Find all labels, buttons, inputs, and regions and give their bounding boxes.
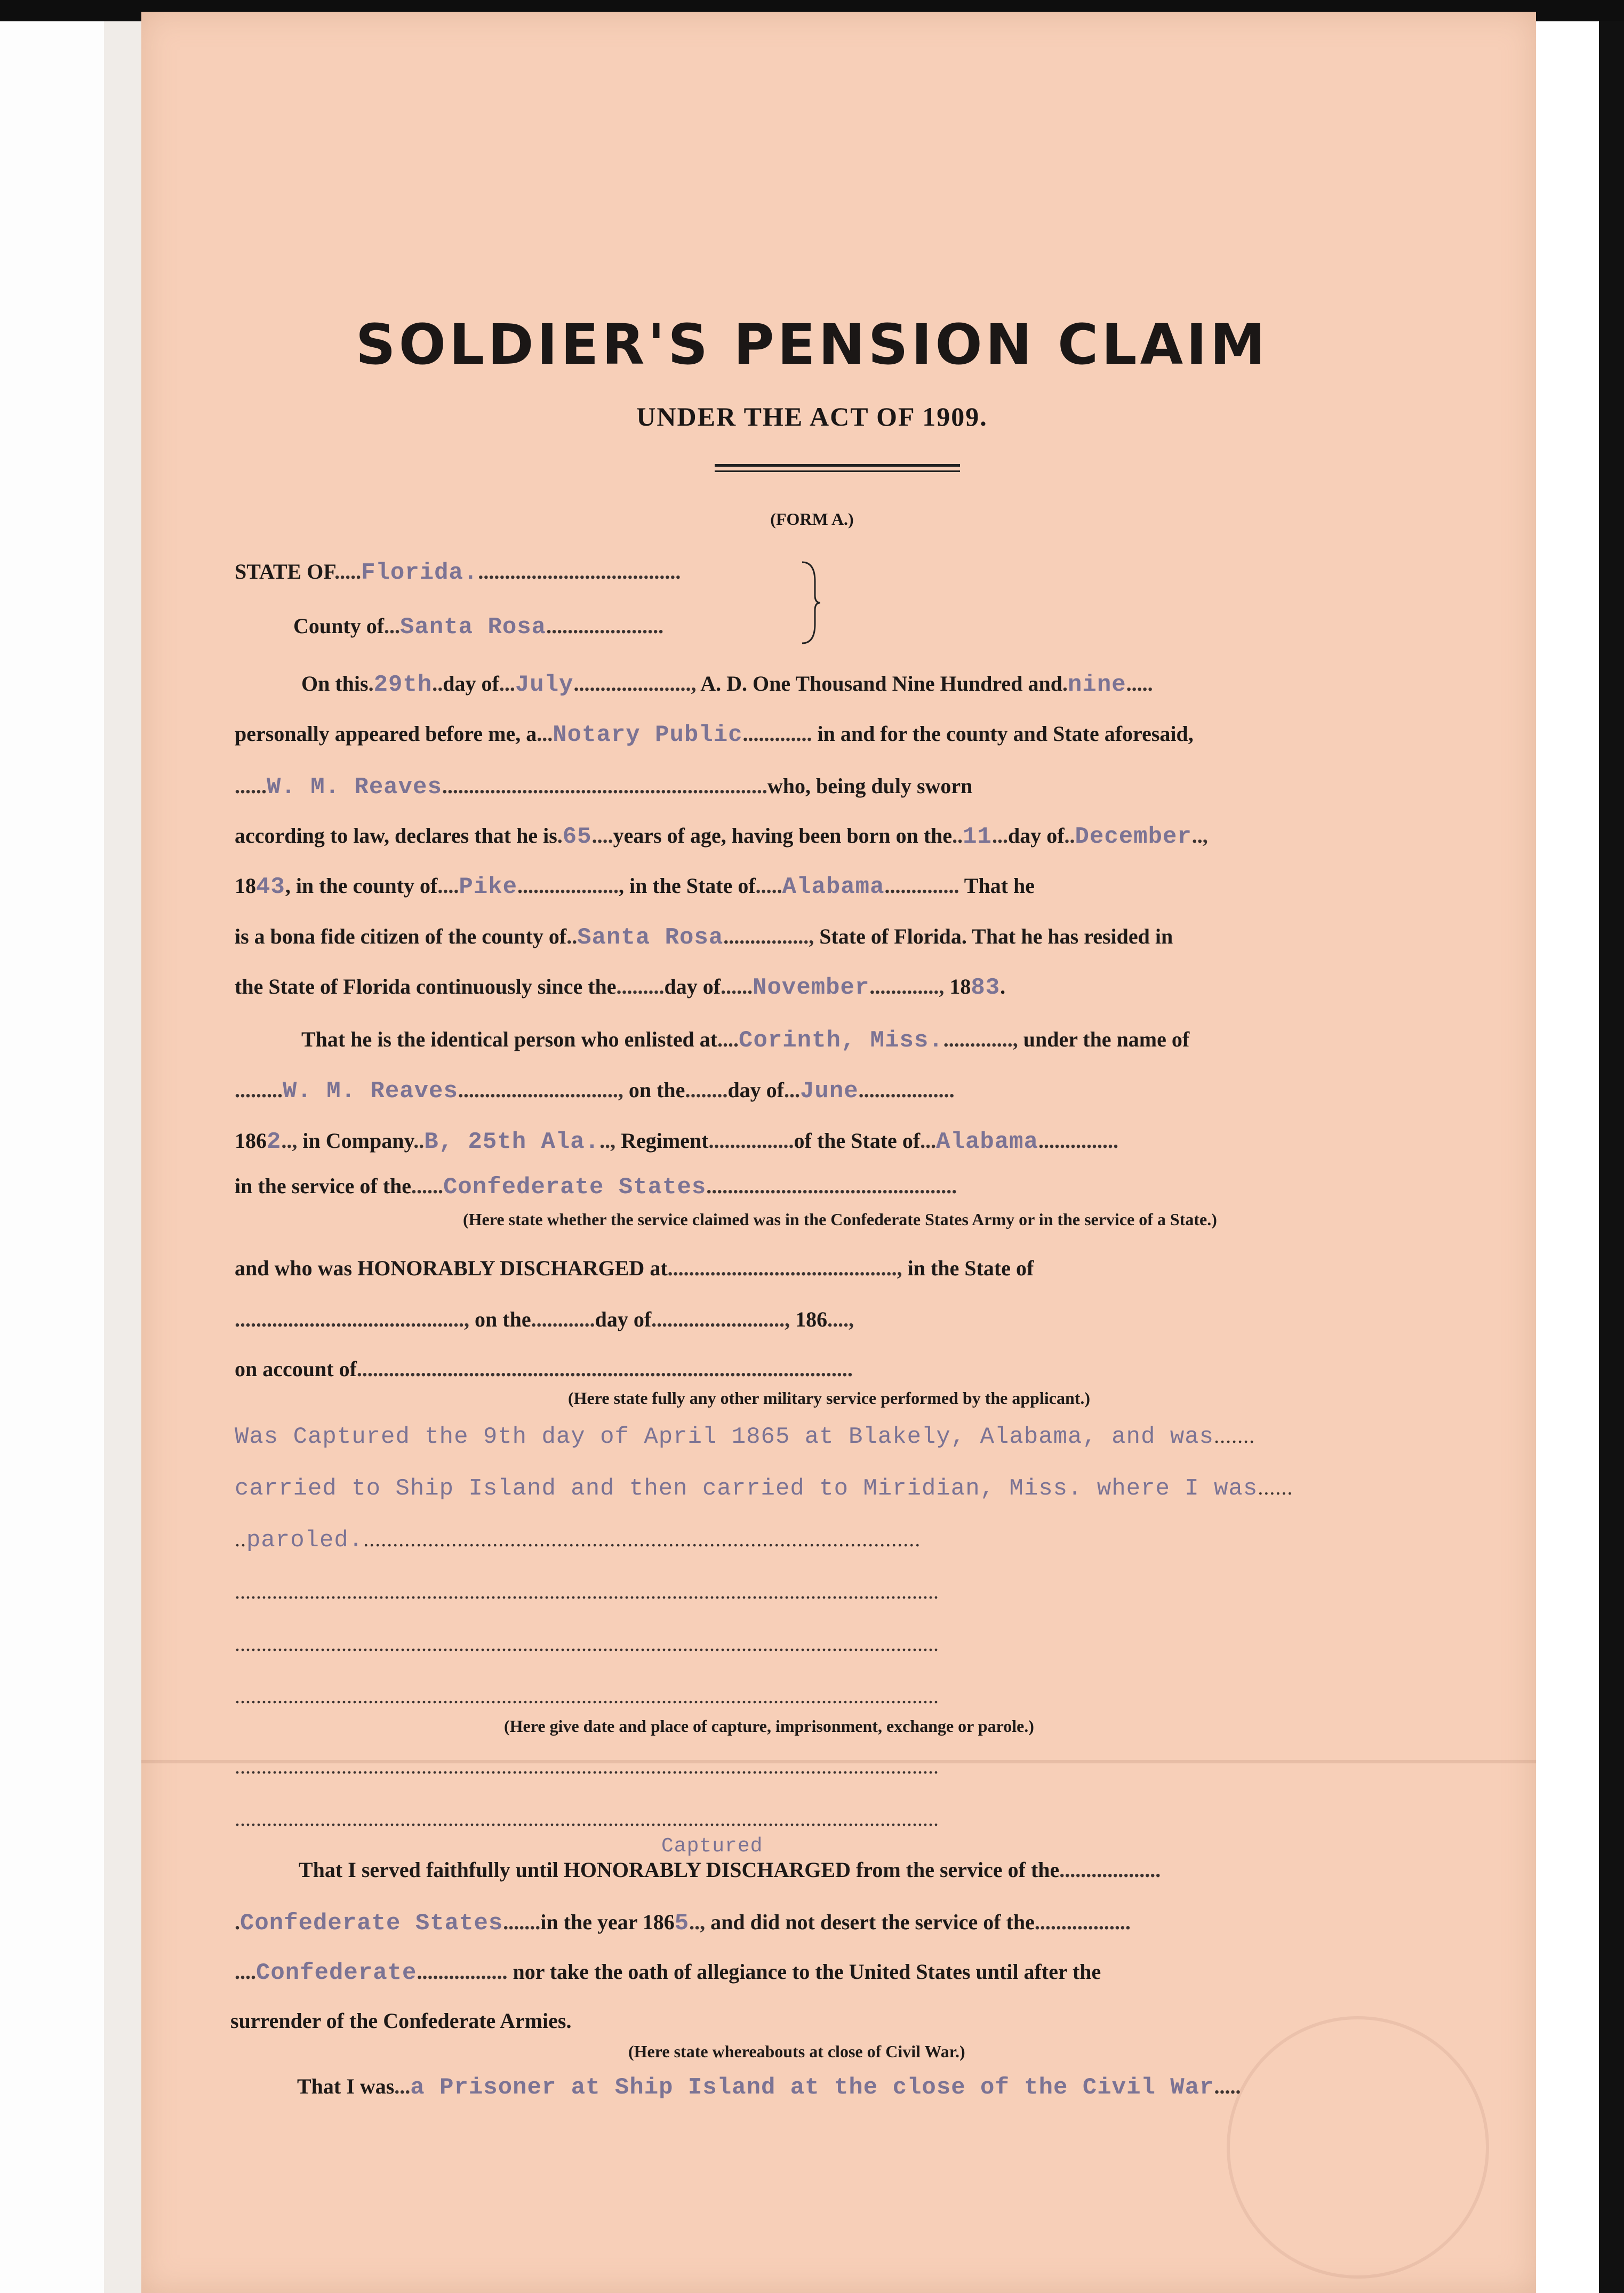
served-year-prefix: 186	[642, 1910, 675, 1934]
capture-line-2-text: carried to Ship Island and then carried to Miridian, Miss. where I was	[235, 1475, 1258, 1502]
on-this-text: On this	[301, 672, 369, 696]
state-row: STATE OF.....Florida.......................................	[235, 560, 681, 586]
capture-line-1: Was Captured the 9th day of April 1865 at Blakely, Alabama, and was.......	[235, 1424, 1255, 1450]
enlist-on-the-text: on the	[628, 1078, 685, 1102]
birth-year-prefix: 18	[235, 874, 256, 898]
served-line: That I served faithfully until HONORABLY DISCHARGED from the service of the...................	[299, 1858, 1161, 1882]
enlist-day-of-text: day of	[727, 1078, 785, 1102]
discharge-year-prefix: 186	[795, 1307, 828, 1331]
resided-month-value: November	[753, 974, 870, 1001]
county-label: County of	[293, 614, 385, 638]
enlistment-line-4: in the service of the......Confederate States...............................................	[235, 1174, 957, 1201]
discharge-line-3: on account of.............................................................................................	[235, 1357, 853, 1381]
resided-day-of-text: day of	[664, 974, 721, 998]
that-he-text: That he	[964, 874, 1035, 898]
day-value: 29th	[373, 672, 433, 698]
duly-sworn-text: who, being duly sworn	[767, 774, 973, 798]
ad-text: A. D. One Thousand Nine Hundred and	[700, 672, 1063, 696]
company-value: B, 25th Ala.	[424, 1129, 600, 1155]
birth-state-value: Alabama	[782, 874, 885, 900]
enlistment-line-3: 1862.., in Company..B, 25th Ala..., Regiment................of the State of...Alabama...............	[235, 1129, 1118, 1155]
identical-text: That he is the identical person who enlisted at	[301, 1027, 718, 1051]
other-service-note: (Here state fully any other military service performed by the applicant.)	[568, 1388, 1091, 1408]
oath-line: ....Confederate................. nor take the oath of allegiance to the United States until after the	[235, 1960, 1101, 1986]
capture-note: (Here give date and place of capture, imprisonment, exchange or parole.)	[504, 1716, 1034, 1736]
service-value: Confederate States	[443, 1174, 707, 1201]
blank-dotted-line-5: ....................................................................................................................................	[235, 1807, 939, 1831]
embossed-seal-icon	[1227, 2016, 1489, 2279]
enlist-year-value: 2	[267, 1129, 282, 1155]
state-of-florida-text: State of Florida. That he has resided in	[819, 924, 1173, 948]
discharge-day-of-text: day of	[595, 1307, 652, 1331]
served-service-value: Confederate States	[240, 1910, 503, 1937]
enlist-state-of-text: of the State of	[794, 1129, 921, 1153]
appeared-text: personally appeared before me, a	[235, 722, 537, 746]
enlistment-line-2: .........W. M. Reaves.............................., on the........day of...June..................	[235, 1078, 955, 1105]
not-desert-text: and did not desert the service of the	[710, 1910, 1035, 1934]
capture-line-2: carried to Ship Island and then carried to Miridian, Miss. where I was......	[235, 1475, 1293, 1502]
intro-line-3: ......W. M. Reaves.............................................................who, being duly sworn	[235, 774, 973, 801]
intro-line-7: the State of Florida continuously since the.........day of......November............., 1883.	[235, 974, 1006, 1001]
enlist-place-value: Corinth, Miss.	[739, 1027, 943, 1054]
on-account-text: on account of	[235, 1357, 357, 1381]
state-label: STATE OF	[235, 560, 335, 584]
document-title: SOLDIER'S PENSION CLAIM	[355, 312, 1269, 377]
capture-line-1-text: Was Captured the 9th day of April 1865 at Blakely, Alabama, and was	[235, 1424, 1214, 1450]
blank-dotted-line-4: ....................................................................................................................................	[235, 1754, 939, 1778]
name-value: W. M. Reaves	[267, 774, 442, 801]
service-note: (Here state whether the service claimed was in the Confederate States Army or in the service of a State.)	[463, 1210, 1217, 1229]
whereabouts-line: That I was...a Prisoner at Ship Island at the close of the Civil War.....	[297, 2074, 1241, 2101]
birth-year-value: 43	[256, 874, 285, 900]
surrender-text: surrender of the Confederate Armies.	[230, 2009, 572, 2033]
according-text: according to law, declares that he is	[235, 824, 557, 848]
honorably-text: and who was HONORABLY DISCHARGED at	[235, 1256, 668, 1280]
blank-dotted-line-1: ....................................................................................................................................	[235, 1579, 939, 1603]
birth-month-value: December	[1075, 824, 1192, 850]
in-county-of-text: , in the county of	[285, 874, 438, 898]
county-value: Santa Rosa	[400, 614, 547, 641]
enlist-year-prefix: 186	[235, 1129, 267, 1153]
year-line: .Confederate States.......in the year 1865.., and did not desert the service of the..................	[235, 1910, 1131, 1937]
served-text: That I served faithfully until HONORABLY DISCHARGED from the service of the	[299, 1858, 1060, 1882]
enlist-name-value: W. M. Reaves	[283, 1078, 458, 1105]
in-year-text: in the year	[540, 1910, 637, 1934]
age-value: 65	[562, 824, 592, 850]
served-year-value: 5	[674, 1910, 690, 1937]
bona-fide-text: is a bona fide citizen of the county of	[235, 924, 567, 948]
in-company-text: in Company	[302, 1129, 414, 1153]
blank-dotted-line-2: ....................................................................................................................................	[235, 1632, 939, 1656]
day-of-text: day of	[443, 672, 499, 696]
captured-overtype: Captured	[661, 1835, 763, 1858]
discharge-line-1: and who was HONORABLY DISCHARGED at..........................................., in the State of	[235, 1256, 1034, 1280]
document-subtitle: UNDER THE ACT OF 1909.	[636, 402, 988, 432]
service-of-text: in the service of the	[235, 1174, 412, 1198]
discharge-line-2: ..........................................., on the............day of........................., 186....,	[235, 1307, 854, 1331]
discharge-on-the-text: on the	[475, 1307, 531, 1331]
intro-line-5: 1843, in the county of....Pike..................., in the State of.....Alabama.............. That he	[235, 874, 1035, 900]
whereabouts-note: (Here state whereabouts at close of Civil War.)	[628, 2042, 965, 2061]
form-label: (FORM A.)	[770, 509, 854, 529]
regiment-text: Regiment	[621, 1129, 709, 1153]
title-rule-bottom	[715, 470, 960, 472]
year-value: nine	[1068, 672, 1126, 698]
officer-value: Notary Public	[553, 722, 743, 748]
discharge-state-of-text: in the State of	[907, 1256, 1034, 1280]
intro-line-4: according to law, declares that he is.65....years of age, having been born on the..11...day of..December..,	[235, 824, 1208, 850]
enlist-state-value: Alabama	[936, 1129, 1038, 1155]
citizen-county-value: Santa Rosa	[577, 924, 724, 951]
birth-day-value: 11	[963, 824, 992, 850]
intro-line-6: is a bona fide citizen of the county of..Santa Rosa................, State of Florida. That he has resided in	[235, 924, 1173, 951]
resided-year-value: 83	[971, 974, 1001, 1001]
desert-value: Confederate	[256, 1960, 417, 1986]
under-name-text: under the name of	[1023, 1027, 1190, 1051]
enlistment-line-1: That he is the identical person who enlisted at....Corinth, Miss.............., under the name of	[301, 1027, 1190, 1054]
birth-county-value: Pike	[459, 874, 518, 900]
state-county-brace-icon	[800, 560, 821, 645]
oath-text: nor take the oath of allegiance to the United States until after the	[513, 1960, 1101, 1984]
blank-dotted-line-3: ....................................................................................................................................	[235, 1684, 939, 1708]
state-value: Florida.	[361, 560, 478, 586]
resided-year-prefix: 18	[949, 974, 971, 998]
enlist-month-value: June	[800, 1078, 859, 1105]
in-and-for-text: in and for the county and State aforesaid,	[817, 722, 1194, 746]
birth-day-of-text: day of	[1007, 824, 1065, 848]
month-value: July	[515, 672, 574, 698]
capture-line-3-text: paroled.	[246, 1527, 364, 1554]
capture-line-3: ..paroled................................................................................................	[235, 1527, 921, 1554]
continuously-text: the State of Florida continuously since the	[235, 974, 617, 998]
years-of-age-text: years of age, having been born on the	[613, 824, 953, 848]
in-state-of-text: , in the State of	[619, 874, 756, 898]
county-row: County of...Santa Rosa......................	[293, 614, 664, 641]
whereabouts-value: a Prisoner at Ship Island at the close of the Civil War	[410, 2074, 1214, 2101]
intro-line-2: personally appeared before me, a...Notary Public............. in and for the county and State aforesaid,	[235, 722, 1194, 748]
that-i-was-text: That I was	[297, 2074, 395, 2098]
intro-line-1: On this.29th..day of...July......................, A. D. One Thousand Nine Hundred and.nine.....	[301, 672, 1153, 698]
title-rule-top	[715, 464, 960, 467]
